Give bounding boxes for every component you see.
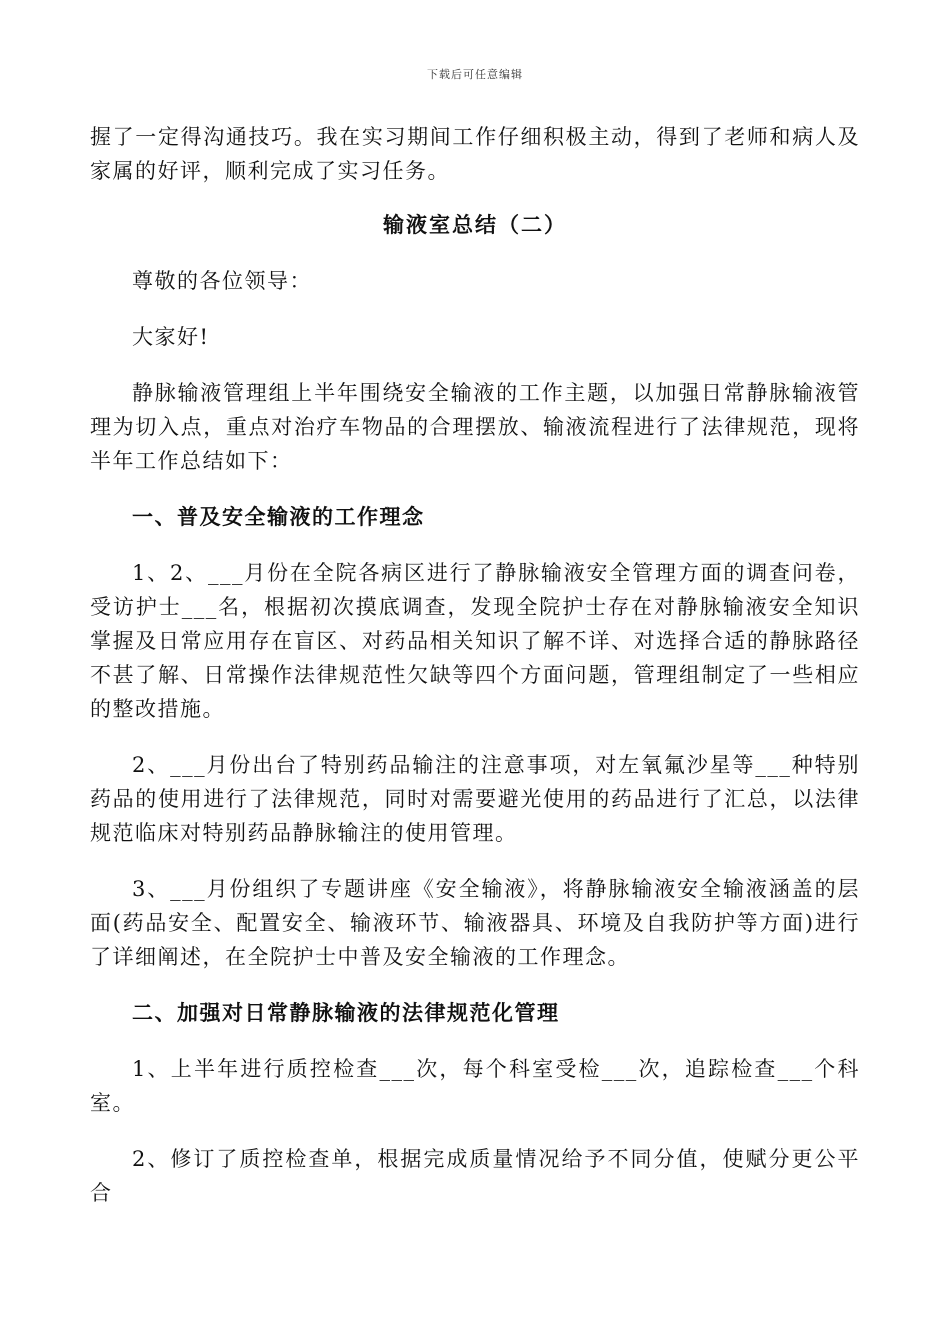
continuation-paragraph: 握了一定得沟通技巧。我在实习期间工作仔细积极主动，得到了老师和病人及家属的好评，顺利完成了实习任务。 [90, 125, 860, 183]
section2-paragraph-1: 1、上半年进行质控检查___次，每个科室受检___次，追踪检查___个科室。 [90, 1057, 860, 1115]
document-body [90, 120, 860, 1232]
document-title: 输液室总结（二） [383, 212, 567, 237]
intro-paragraph: 静脉输液管理组上半年围绕安全输液的工作主题，以加强日常静脉输液管理为切入点，重点对治疗车物品的合理摆放、输液流程进行了法律规范，现将半年工作总结如下： [90, 381, 860, 473]
section1-paragraph-3: 3、___月份组织了专题讲座《安全输液》，将静脉输液安全输液涵盖的层面(药品安全、配置安全、输液环节、输液器具、环境及自我防护等方面)进行了详细阐述，在全院护士中普及安全输液的工作理念。 [90, 877, 860, 969]
section2-paragraph-2: 2、修订了质控检查单，根据完成质量情况给予不同分值，使赋分更公平合 [90, 1147, 860, 1205]
section-heading-1: 一、普及安全输液的工作理念 [132, 504, 425, 529]
section-heading-2: 二、加强对日常静脉输液的法律规范化管理 [132, 1000, 560, 1025]
section1-paragraph-2: 2、___月份出台了特别药品输注的注意事项，对左氧氟沙星等___种特别药品的使用进行了法律规范，同时对需要避光使用的药品进行了汇总，以法律规范临床对特别药品静脉输注的使用管理。 [90, 753, 860, 845]
section1-paragraph-1: 1、2、___月份在全院各病区进行了静脉输液安全管理方面的调查问卷，受访护士___名，根据初次摸底调查，发现全院护士存在对静脉输液安全知识掌握及日常应用存在盲区、对药品相关知识了解不详、对选择合适的静脉路径不甚了解、日常操作法律规范性欠缺等四个方面问题，管理组制定了一些相应的整改措施。 [90, 561, 860, 721]
greeting: 大家好! [132, 325, 210, 349]
header-note: 下载后可任意编辑 [427, 68, 523, 81]
salutation: 尊敬的各位领导： [132, 269, 312, 293]
